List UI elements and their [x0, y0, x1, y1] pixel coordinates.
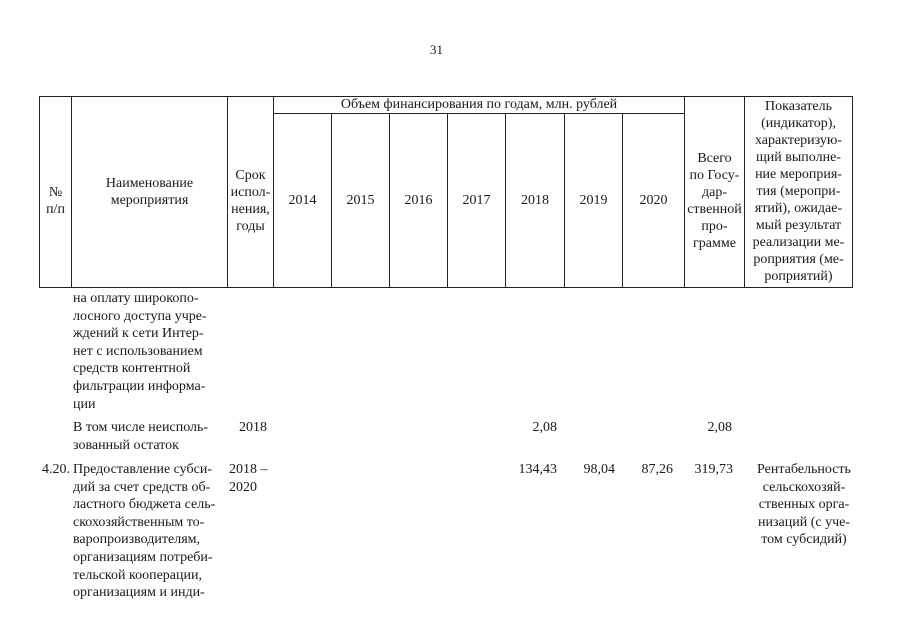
- row-2-name: В том числе неисполь- зованный остаток: [73, 420, 209, 453]
- row-2-2018: 2,08: [532, 420, 557, 435]
- header-term: Срок испол- нения, годы: [230, 167, 271, 234]
- header-year-2019: 2019: [579, 193, 608, 208]
- header-year-2015: 2015: [346, 193, 375, 208]
- row-2-total: 2,08: [707, 420, 732, 435]
- row-3-term: 2018 – 2020: [229, 462, 268, 495]
- row-3-total: 319,73: [694, 462, 733, 477]
- page-number: 31: [430, 42, 443, 57]
- row-2-term: 2018: [239, 420, 267, 435]
- header-total: Всего по Госу- дар- ственной про- грамме: [687, 150, 742, 251]
- row-3-num: 4.20.: [42, 462, 70, 477]
- header-financing-title: Объем финансирования по годам, млн. рублей: [340, 97, 618, 112]
- header-year-2018: 2018: [521, 193, 549, 208]
- row-1-name: на оплату широкопо- лосного доступа учре- ждений к сети Интер- нет с использованием средств контентной фильтрации информа- ции: [73, 291, 207, 412]
- row-3-name: Предоставление субси- дий за счет средств об- ластного бюджета сель- скохозяйственным то- варопроизводителям, организациям потреби- тельской кооперации, организациям и инди-: [73, 462, 216, 601]
- header-year-2016: 2016: [404, 193, 433, 208]
- row-3-2019: 98,04: [583, 462, 615, 477]
- header-indicator: Показатель (индикатор), характеризую- щий выполне- ние мероприя- тия (меропри- ятий), ожидае- мый результат реализации ме- роприятия (ме- роприятий): [752, 99, 845, 284]
- row-3-2018: 134,43: [518, 462, 557, 477]
- header-year-2020: 2020: [639, 193, 668, 208]
- row-3-2020: 87,26: [641, 462, 673, 477]
- header-year-2014: 2014: [288, 193, 317, 208]
- header-name: Наименование мероприятия: [105, 176, 194, 208]
- header-num: № п/п: [46, 184, 65, 217]
- header-year-2017: 2017: [462, 193, 491, 208]
- row-3-indicator: Рентабельность сельскохозяй- ственных орга- низаций (с уче- том субсидий): [757, 462, 851, 548]
